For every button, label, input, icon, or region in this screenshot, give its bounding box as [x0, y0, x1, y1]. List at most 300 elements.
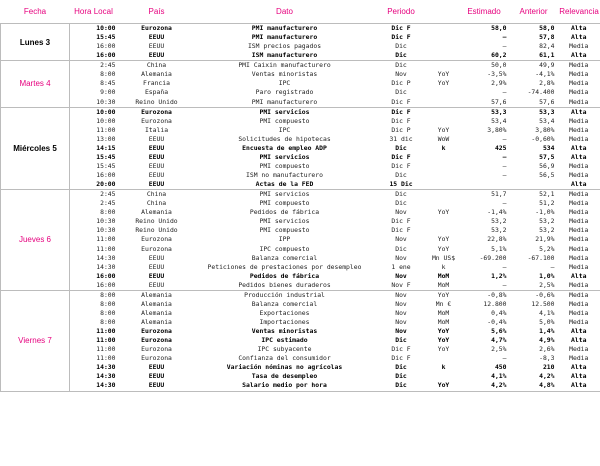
estimate-cell: 5,6% — [491, 327, 507, 336]
previous-cell: 82,4 — [539, 42, 555, 51]
previous-cell: 53,4 — [539, 116, 555, 125]
relevance-cell: Alta — [558, 381, 600, 391]
country-cell: EEUU — [148, 180, 165, 189]
time-cell: 13:00 — [96, 134, 116, 143]
unit-cell: k — [441, 262, 446, 271]
relevance-cell: Media — [558, 245, 600, 254]
country-cell: Francia — [143, 79, 170, 88]
country-cell: Eurozona — [141, 116, 172, 125]
time-cell: 2:45 — [100, 199, 116, 208]
relevance-cell: Media — [558, 263, 600, 272]
time-cell: 10:00 — [70, 107, 118, 117]
estimate-cell: – — [502, 42, 507, 51]
indicator-cell: Exportaciones — [259, 308, 310, 317]
table-row — [1, 327, 600, 336]
period-cell: Nov — [395, 271, 407, 280]
previous-cell: 2,8% — [539, 79, 555, 88]
table-row — [1, 281, 600, 291]
indicator-cell: Producción industrial — [196, 290, 374, 300]
table-row — [1, 263, 600, 272]
table-row — [1, 336, 600, 345]
relevance-cell: Media — [558, 162, 600, 171]
table-row — [1, 245, 600, 254]
indicator-cell: ISM manufacturero — [251, 51, 318, 60]
table-row — [1, 309, 600, 318]
table-row — [1, 79, 600, 88]
period-cell: Dic P — [391, 125, 411, 134]
indicator-cell: Ventas minoristas — [251, 327, 318, 336]
period-cell: Dic F — [391, 217, 411, 226]
estimate-cell: – — [502, 161, 507, 170]
period-cell: Dic — [374, 381, 429, 391]
indicator-cell: IPC — [278, 79, 291, 88]
indicator-cell: Peticiones de prestaciones por desempleo — [207, 262, 362, 271]
estimate-cell: 53,2 — [491, 217, 507, 226]
unit-cell — [429, 24, 459, 34]
country-cell: Alemania — [141, 318, 172, 327]
time-cell: 11:00 — [96, 244, 116, 253]
header-dato: Dato — [276, 7, 293, 16]
time-cell: 16:00 — [96, 271, 116, 280]
period-cell: Nov — [395, 70, 407, 79]
indicator-cell: PMI servicios — [196, 190, 374, 200]
relevance-cell: Alta — [558, 363, 600, 372]
indicator-cell: PMI manufacturero — [251, 97, 318, 106]
relevance-cell: Alta — [558, 336, 600, 345]
previous-cell: 1,4% — [539, 327, 555, 336]
period-cell: 15 Dic — [389, 180, 413, 189]
day-group — [1, 190, 600, 291]
estimate-cell: – — [502, 280, 507, 289]
estimate-cell: 2,9% — [491, 79, 507, 88]
country-cell: EEUU — [148, 42, 165, 51]
table-row — [1, 345, 600, 354]
table-row — [1, 117, 600, 126]
country-cell: Eurozona — [118, 24, 196, 34]
previous-cell: 57,8 — [539, 33, 555, 42]
country-cell: Eurozona — [118, 107, 196, 117]
period-cell: Dic F — [391, 354, 411, 363]
relevance-cell: Alta — [558, 51, 600, 61]
relevance-cell: Media — [558, 226, 600, 235]
table-row — [1, 190, 600, 200]
indicator-cell: PMI compuesto — [259, 226, 310, 235]
unit-cell — [429, 199, 459, 208]
previous-cell: 58,0 — [510, 24, 558, 34]
time-cell: 8:00 — [100, 70, 116, 79]
unit-cell: MoM — [437, 271, 450, 280]
unit-cell — [429, 162, 459, 171]
estimate-cell: 425 — [494, 143, 507, 152]
estimate-cell: – — [502, 88, 507, 97]
relevance-cell: Alta — [558, 24, 600, 34]
previous-cell: 4,8% — [510, 381, 558, 391]
time-cell: 10:30 — [96, 226, 116, 235]
relevance-cell: Media — [558, 98, 600, 108]
relevance-cell: Media — [558, 354, 600, 363]
table-row — [1, 135, 600, 144]
relevance-cell: Media — [558, 281, 600, 291]
relevance-cell: Media — [558, 300, 600, 309]
country-cell: EEUU — [148, 161, 165, 170]
unit-cell: YoY — [437, 235, 450, 244]
period-cell: Dic P — [391, 79, 411, 88]
country-cell: Eurozona — [141, 354, 172, 363]
country-cell: EEUU — [148, 152, 165, 161]
table-row — [1, 300, 600, 309]
relevance-cell: Media — [558, 126, 600, 135]
table-row — [1, 363, 600, 372]
time-cell: 8:00 — [100, 318, 116, 327]
previous-cell: 57,6 — [539, 97, 555, 106]
time-cell: 2:45 — [70, 61, 118, 71]
indicator-cell: IPP — [278, 235, 291, 244]
unit-cell — [429, 33, 459, 42]
day-group — [1, 24, 600, 61]
country-cell: Reino Unido — [135, 217, 178, 226]
unit-cell: YoY — [437, 79, 450, 88]
unit-cell — [429, 171, 459, 180]
period-cell: Nov — [395, 235, 407, 244]
time-cell: 20:00 — [96, 180, 116, 189]
time-cell: 14:15 — [96, 143, 116, 152]
header-periodo: Periodo — [387, 7, 415, 16]
period-cell: Nov — [395, 253, 407, 262]
previous-cell: -8,3 — [539, 354, 555, 363]
time-cell: 16:00 — [96, 42, 116, 51]
period-cell: Dic — [395, 51, 407, 60]
period-cell: Dic F — [391, 161, 411, 170]
period-cell: Dic — [395, 42, 407, 51]
estimate-cell: 5,1% — [491, 244, 507, 253]
unit-cell: MoM — [437, 308, 450, 317]
relevance-cell: Media — [558, 199, 600, 208]
unit-cell — [429, 372, 459, 381]
indicator-cell: Pedidos bienes duraderos — [238, 280, 331, 289]
period-cell: Dic — [395, 88, 407, 97]
indicator-cell: ISM no manufacturero — [246, 171, 323, 180]
time-cell: 2:45 — [70, 190, 118, 200]
time-cell: 10:00 — [96, 116, 116, 125]
previous-cell: 53,3 — [510, 107, 558, 117]
previous-cell: 4,2% — [539, 372, 555, 381]
period-cell: Dic F — [391, 33, 411, 42]
country-cell: España — [144, 88, 169, 97]
relevance-cell: Alta — [558, 153, 600, 162]
unit-cell: YoY — [429, 290, 459, 300]
unit-cell — [429, 354, 459, 363]
previous-cell: 61,1 — [539, 51, 555, 60]
estimate-cell: 58,0 — [459, 24, 510, 34]
indicator-cell: Importaciones — [259, 318, 310, 327]
indicator-cell: Actas de la FED — [255, 180, 314, 189]
time-cell: 8:00 — [100, 308, 116, 317]
country-cell: EEUU — [118, 381, 196, 391]
estimate-cell: – — [502, 354, 507, 363]
indicator-cell: PMI servicios — [196, 107, 374, 117]
period-cell: Nov — [395, 208, 407, 217]
relevance-cell: Media — [558, 345, 600, 354]
period-cell: 31 dic — [389, 134, 413, 143]
estimate-cell: – — [502, 134, 507, 143]
table-row — [1, 61, 600, 71]
country-cell: China — [118, 61, 196, 71]
unit-cell: YoY — [429, 381, 459, 391]
indicator-cell: IPC subyacente — [257, 345, 312, 354]
time-cell: 8:00 — [70, 290, 118, 300]
estimate-cell: 57,6 — [491, 97, 507, 106]
unit-cell — [429, 226, 459, 235]
period-cell: Dic — [395, 336, 407, 345]
relevance-cell: Alta — [558, 144, 600, 153]
unit-cell: WoW — [437, 134, 450, 143]
previous-cell: -4,1% — [535, 70, 555, 79]
indicator-cell: PMI compuesto — [259, 116, 310, 125]
unit-cell — [429, 190, 459, 200]
country-cell: Eurozona — [141, 345, 172, 354]
header-pais: País — [148, 7, 165, 16]
previous-cell: 53,2 — [539, 217, 555, 226]
table-row — [1, 272, 600, 281]
indicator-cell: PMI compuesto — [259, 199, 310, 208]
previous-cell: 5,0% — [539, 318, 555, 327]
indicator-cell: Ventas minoristas — [251, 70, 318, 79]
country-cell: Eurozona — [141, 244, 172, 253]
relevance-cell: Media — [558, 290, 600, 300]
indicator-cell: Paro registrado — [255, 88, 314, 97]
country-cell: Alemania — [141, 208, 172, 217]
unit-cell — [429, 88, 459, 97]
period-cell: Dic — [374, 190, 429, 200]
table-row — [1, 290, 600, 300]
period-cell: Dic F — [374, 24, 429, 34]
unit-cell — [429, 98, 459, 108]
unit-cell: YoY — [437, 125, 450, 134]
period-cell: 1 ene — [391, 262, 411, 271]
day-label: Miércoles 5 — [1, 107, 70, 190]
relevance-cell: Media — [558, 235, 600, 244]
indicator-cell: Tasa de desempleo — [251, 372, 318, 381]
period-cell: Dic — [395, 143, 407, 152]
table-row — [1, 98, 600, 108]
country-cell: Eurozona — [141, 336, 172, 345]
time-cell: 8:00 — [100, 208, 116, 217]
unit-cell — [429, 107, 459, 117]
header-estimado: Estimado — [467, 7, 501, 16]
estimate-cell: 4,2% — [459, 381, 510, 391]
table-row — [1, 51, 600, 61]
unit-cell: Mn € — [435, 299, 452, 308]
estimate-cell: 12.800 — [483, 299, 507, 308]
previous-cell: -0,6% — [510, 290, 558, 300]
previous-cell: 12.500 — [531, 299, 555, 308]
estimate-cell: 3,80% — [487, 125, 507, 134]
table-row — [1, 235, 600, 244]
relevance-cell: Media — [558, 117, 600, 126]
indicator-cell: PMI Caixin manufacturero — [196, 61, 374, 71]
period-cell: Dic — [395, 363, 407, 372]
table-row — [1, 208, 600, 217]
country-cell: Alemania — [141, 308, 172, 317]
time-cell: 16:00 — [96, 51, 116, 60]
estimate-cell: – — [502, 199, 507, 208]
relevance-cell: Media — [558, 42, 600, 51]
indicator-cell: Salario medio por hora — [196, 381, 374, 391]
time-cell: 15:45 — [96, 33, 116, 42]
country-cell: EEUU — [148, 51, 165, 60]
country-cell: Eurozona — [141, 327, 172, 336]
period-cell: Dic F — [391, 226, 411, 235]
previous-cell: -0,60% — [531, 134, 555, 143]
table-row — [1, 354, 600, 363]
day-label: Martes 4 — [1, 61, 70, 107]
time-cell: 11:00 — [96, 345, 116, 354]
previous-cell: 2,6% — [539, 345, 555, 354]
unit-cell: YoY — [437, 327, 450, 336]
time-cell: 11:00 — [96, 327, 116, 336]
time-cell: 14:30 — [96, 253, 116, 262]
unit-cell: YoY — [437, 208, 450, 217]
country-cell: EEUU — [148, 143, 165, 152]
time-cell: 11:00 — [96, 354, 116, 363]
time-cell: 11:00 — [96, 125, 116, 134]
table-row — [1, 180, 600, 190]
country-cell: EEUU — [148, 253, 165, 262]
previous-cell: 57,5 — [539, 152, 555, 161]
day-label: Lunes 3 — [1, 24, 70, 61]
relevance-cell: Alta — [558, 327, 600, 336]
country-cell: EEUU — [148, 271, 165, 280]
country-cell: Alemania — [141, 70, 172, 79]
unit-cell: YoY — [437, 336, 450, 345]
previous-cell: 52,1 — [510, 190, 558, 200]
unit-cell: MoM — [437, 318, 450, 327]
country-cell: China — [146, 199, 167, 208]
period-cell: Dic F — [374, 107, 429, 117]
relevance-cell: Media — [558, 135, 600, 144]
day-label: Jueves 6 — [1, 190, 70, 291]
indicator-cell: Balanza comercial — [251, 253, 318, 262]
time-cell: 8:45 — [100, 79, 116, 88]
unit-cell: MoM — [437, 280, 450, 289]
estimate-cell: 53,2 — [491, 226, 507, 235]
previous-cell: 51,2 — [539, 199, 555, 208]
country-cell: Italia — [144, 125, 169, 134]
relevance-cell: Media — [558, 61, 600, 71]
relevance-cell: Media — [558, 318, 600, 327]
unit-cell — [429, 117, 459, 126]
unit-cell — [429, 180, 459, 190]
country-cell: EEUU — [148, 372, 165, 381]
indicator-cell: PMI compuesto — [259, 161, 310, 170]
indicator-cell: IPC estimado — [261, 336, 308, 345]
country-cell: Alemania — [141, 299, 172, 308]
estimate-cell: – — [502, 262, 507, 271]
unit-cell: Mn US$ — [431, 253, 456, 262]
previous-cell — [510, 180, 558, 190]
estimate-cell: 4,7% — [491, 336, 507, 345]
indicator-cell: Confianza del consumidor — [238, 354, 331, 363]
time-cell: 14:30 — [96, 372, 116, 381]
time-cell: 10:30 — [96, 97, 116, 106]
period-cell: Dic F — [391, 152, 411, 161]
indicator-cell: Solicitudes de hipotecas — [238, 134, 331, 143]
indicator-cell: Pedidos de fábrica — [249, 271, 320, 280]
time-cell: 15:45 — [96, 161, 116, 170]
table-row — [1, 144, 600, 153]
table-row — [1, 126, 600, 135]
header-anterior: Anterior — [519, 7, 548, 16]
unit-cell — [429, 42, 459, 51]
relevance-cell: Alta — [558, 272, 600, 281]
table-row — [1, 88, 600, 97]
country-cell: EEUU — [148, 280, 165, 289]
indicator-cell: Balanza comercial — [251, 299, 318, 308]
table-row — [1, 217, 600, 226]
relevance-cell: Alta — [558, 107, 600, 117]
estimate-cell: 51,7 — [459, 190, 510, 200]
unit-cell — [429, 153, 459, 162]
indicator-cell: Variación nóminas no agrícolas — [226, 363, 343, 372]
table-row — [1, 107, 600, 117]
previous-cell: 53,2 — [539, 226, 555, 235]
previous-cell: 21,9% — [535, 235, 555, 244]
previous-cell: 534 — [542, 143, 555, 152]
time-cell: 16:00 — [96, 171, 116, 180]
indicator-cell: PMI servicios — [259, 217, 310, 226]
previous-cell: 5,2% — [539, 244, 555, 253]
day-group — [1, 107, 600, 190]
previous-cell: 4,1% — [539, 308, 555, 317]
previous-cell: -74.400 — [527, 88, 555, 97]
table-row — [1, 33, 600, 42]
previous-cell: 56,5 — [539, 171, 555, 180]
indicator-cell: ISM precios pagados — [247, 42, 322, 51]
period-cell: Dic — [374, 61, 429, 71]
period-cell: Dic F — [391, 97, 411, 106]
unit-cell: YoY — [437, 70, 450, 79]
indicator-cell: PMI servicios — [259, 152, 310, 161]
previous-cell: 4,9% — [539, 336, 555, 345]
unit-cell: YoY — [437, 244, 450, 253]
table-row — [1, 226, 600, 235]
country-cell: EEUU — [148, 171, 165, 180]
estimate-cell: 22,8% — [487, 235, 507, 244]
country-cell: Eurozona — [141, 235, 172, 244]
estimate-cell: 50,0 — [459, 61, 510, 71]
country-cell: Reino Unido — [135, 97, 178, 106]
country-cell: EEUU — [148, 33, 165, 42]
day-group — [1, 61, 600, 107]
table-row — [1, 70, 600, 79]
relevance-cell: Alta — [558, 372, 600, 381]
time-cell: 10:30 — [96, 217, 116, 226]
estimate-cell — [459, 180, 510, 190]
estimate-cell: -0,4% — [487, 318, 507, 327]
header-fecha: Fecha — [23, 7, 47, 16]
table-row — [1, 24, 600, 34]
estimate-cell: 53,3 — [459, 107, 510, 117]
period-cell: Dic — [395, 244, 407, 253]
header-relevancia: Relevancia — [559, 7, 599, 16]
country-cell: EEUU — [148, 134, 165, 143]
relevance-cell: Media — [558, 309, 600, 318]
country-cell: Reino Unido — [135, 226, 178, 235]
relevance-cell: Alta — [558, 180, 600, 190]
time-cell: 10:00 — [70, 24, 118, 34]
time-cell: 14:30 — [96, 262, 116, 271]
period-cell: Nov — [374, 290, 429, 300]
